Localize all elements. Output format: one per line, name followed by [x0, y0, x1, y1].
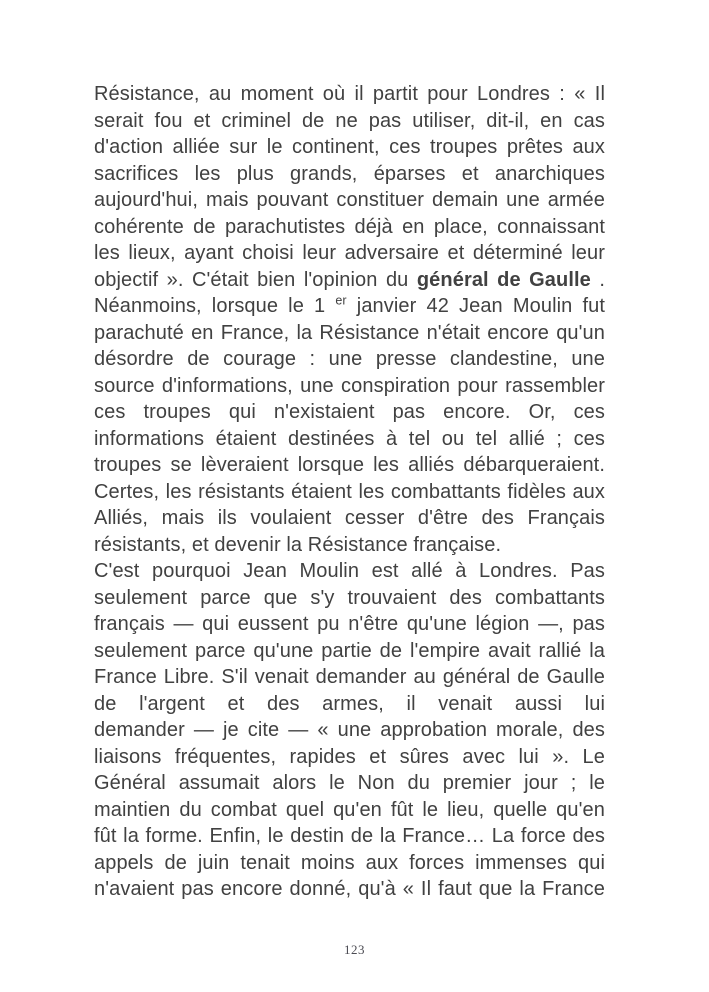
- text-segment: C'est pourquoi Jean Moulin est allé à Londres. Pas: [94, 560, 605, 582]
- text-line: [94, 320, 605, 347]
- superscript-segment: er: [335, 293, 347, 308]
- text-segment: Résistance, au moment où il partit pour Londres : « Il: [94, 83, 605, 105]
- text-segment: fût la forme. Enfin, le destin de la France… La force des: [94, 825, 605, 847]
- text-segment: Général assumait alors le Non du premier jour ; le: [94, 772, 605, 794]
- text-line: [94, 744, 605, 771]
- text-line: [94, 240, 605, 267]
- text-line: [94, 585, 605, 612]
- text-line: [94, 81, 605, 108]
- text-segment: Alliés, mais ils voulaient cesser d'être des Français: [94, 507, 605, 529]
- text-segment: français — qui eussent pu n'être qu'une légion —, pas: [94, 613, 605, 635]
- text-segment: de l'argent et des armes, il venait aussi lui: [94, 692, 605, 715]
- text-line: [94, 267, 605, 294]
- text-segment: ces troupes qui n'existaient pas encore. Or, ces: [94, 401, 605, 423]
- page-number: 123: [344, 942, 365, 957]
- text-line: [94, 346, 605, 373]
- text-segment: maintien du combat quel qu'en fût le lieu, quelle qu'en: [94, 798, 605, 821]
- text-segment: n'avaient pas encore donné, qu'à « Il faut que la France: [94, 878, 605, 900]
- page-footer: [0, 941, 709, 959]
- text-segment: informations étaient destinées à tel ou tel allié ; ces: [94, 427, 605, 450]
- text-line: [94, 611, 605, 638]
- text-line: [94, 664, 605, 691]
- text-line: [94, 638, 605, 665]
- text-line: [94, 187, 605, 214]
- text-segment: aujourd'hui, mais pouvant constituer demain une armée: [94, 189, 605, 211]
- text-line: [94, 717, 605, 744]
- text-segment: d'action alliée sur le continent, ces troupes prêtes aux: [94, 136, 605, 158]
- text-segment: source d'informations, une conspiration pour rassembler: [94, 374, 605, 397]
- text-line: [94, 426, 605, 453]
- text-line: [94, 134, 605, 161]
- text-line: [94, 797, 605, 824]
- text-segment: serait fou et criminel de ne pas utiliser, dit-il, en cas: [94, 109, 605, 132]
- text-line: [94, 770, 605, 797]
- text-line: [94, 558, 605, 585]
- text-segment: troupes se lèveraient lorsque les alliés débarqueraient.: [94, 454, 605, 476]
- text-segment: .: [590, 268, 605, 291]
- text-segment: résistants, et devenir la Résistance française.: [94, 533, 502, 556]
- text-line: [94, 452, 605, 479]
- text-segment: seulement parce que s'y trouvaient des combattants: [94, 586, 605, 609]
- text-line: [94, 479, 605, 506]
- text-segment: appels de juin tenait moins aux forces immenses qui: [94, 851, 605, 874]
- text-line: [94, 876, 605, 903]
- text-segment: liaisons fréquentes, rapides et sûres avec lui ». Le: [94, 745, 605, 768]
- text-line: [94, 691, 605, 718]
- text-line: [94, 823, 605, 850]
- text-line: [94, 108, 605, 135]
- text-segment: les lieux, ayant choisi leur adversaire et déterminé leur: [94, 242, 605, 264]
- text-segment: cohérente de parachutistes déjà en place, connaissant: [94, 215, 605, 238]
- text-segment: sacrifices les plus grands, éparses et anarchiques: [94, 162, 605, 185]
- text-segment: objectif ». C'était bien l'opinion du: [94, 268, 417, 291]
- text-segment: Néanmoins, lorsque le 1: [94, 295, 336, 317]
- text-line: [94, 214, 605, 241]
- text-line: [94, 505, 605, 532]
- text-segment: parachuté en France, la Résistance n'était encore qu'un: [94, 321, 605, 344]
- bold-text-segment: général de Gaulle: [416, 268, 591, 291]
- text-line: [94, 850, 605, 877]
- text-segment: demander — je cite — « une approbation morale, des: [94, 719, 605, 741]
- text-segment: désordre de courage : une presse clandestine, une: [94, 348, 605, 370]
- text-segment: janvier 42 Jean Moulin fut: [346, 295, 605, 317]
- text-line: [94, 161, 605, 188]
- text-line: [94, 532, 605, 559]
- text-segment: seulement parce qu'une partie de l'empire avait rallié la: [94, 639, 605, 662]
- text-segment: France Libre. S'il venait demander au général de Gaulle: [94, 666, 605, 688]
- page-text: [94, 81, 605, 903]
- text-line: [94, 293, 605, 320]
- text-line: [94, 373, 605, 400]
- text-segment: Certes, les résistants étaient les combattants fidèles aux: [94, 480, 605, 503]
- text-line: [94, 399, 605, 426]
